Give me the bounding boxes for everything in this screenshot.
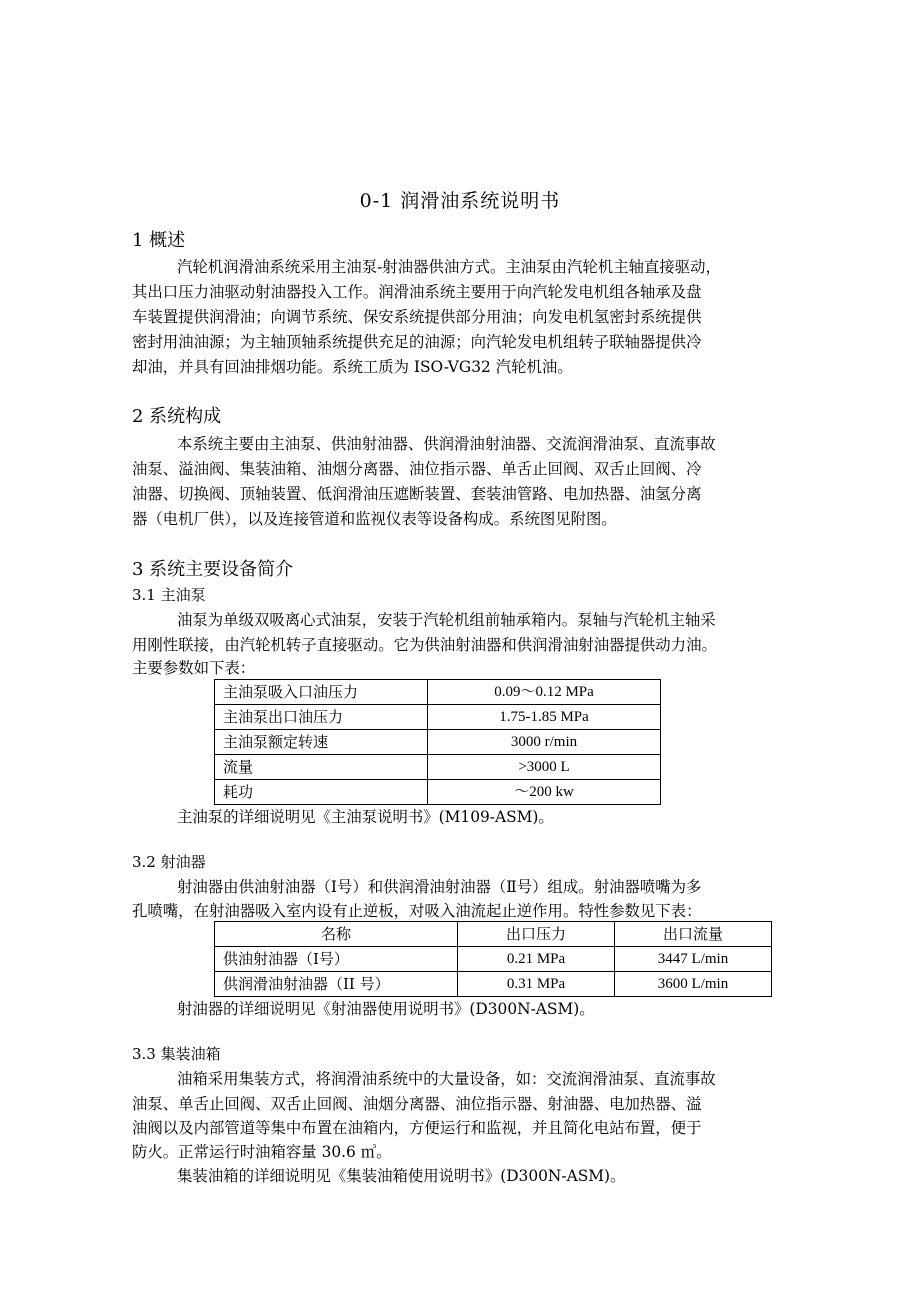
table-row — [215, 755, 661, 780]
reference-note: 集装油箱的详细说明见《集装油箱使用说明书》(D300N-ASM)。 — [177, 1167, 626, 1185]
param-value: 1.75-1.85 MPa — [428, 705, 661, 730]
paragraph-line: 射油器由供油射油器（Ⅰ号）和供润滑油射油器（Ⅱ号）组成。射油器喷嘴为多 — [177, 878, 702, 896]
table-cell: 3600 L/min — [615, 972, 772, 997]
paragraph-line: 孔喷嘴，在射油器吸入室内设有止逆板，对吸入油流起止逆作用。特性参数见下表： — [132, 902, 702, 920]
table-cell: 0.21 MPa — [458, 947, 615, 972]
paragraph-line: 器（电机厂供），以及连接管道和监视仪表等设备构成。系统图见附图。 — [132, 510, 617, 528]
paragraph-line: 油器、切换阀、顶轴装置、低润滑油压遮断装置、套装油管路、电加热器、油氢分离 — [132, 485, 702, 503]
section-2-heading: 2 系统构成 — [132, 406, 222, 427]
section-3-2-heading: 3.2 射油器 — [132, 853, 206, 871]
table-cell: 供润滑油射油器（II 号） — [215, 972, 458, 997]
paragraph-line: 密封用油油源；为主轴顶轴系统提供充足的油源；向汽轮发电机组转子联轴器提供冷 — [132, 333, 702, 351]
param-name: 主油泵出口油压力 — [215, 705, 428, 730]
paragraph-line: 油泵为单级双吸离心式油泵，安装于汽轮机组前轴承箱内。泵轴与汽轮机主轴采 — [177, 611, 716, 629]
table-header-row — [215, 922, 772, 947]
param-value: ～200 kw — [428, 780, 661, 805]
table-row — [215, 780, 661, 805]
table-row — [215, 947, 772, 972]
table-row — [215, 730, 661, 755]
table-row — [215, 680, 661, 705]
section-3-3-heading: 3.3 集装油箱 — [132, 1045, 221, 1063]
main-oil-pump-parameters-table — [214, 679, 661, 805]
table-row — [215, 705, 661, 730]
table-cell: 0.31 MPa — [458, 972, 615, 997]
paragraph-line: 油箱采用集装方式，将润滑油系统中的大量设备，如：交流润滑油泵、直流事故 — [177, 1070, 716, 1088]
paragraph-line: 油泵、溢油阀、集装油箱、油烟分离器、油位指示器、单舌止回阀、双舌止回阀、冷 — [132, 460, 702, 478]
paragraph-line: 油泵、单舌止回阀、双舌止回阀、油烟分离器、油位指示器、射油器、电加热器、溢 — [132, 1095, 702, 1113]
column-header: 名称 — [215, 922, 458, 947]
paragraph-line: 其出口压力油驱动射油器投入工作。润滑油系统主要用于向汽轮发电机组各轴承及盘 — [132, 283, 702, 301]
table-row — [215, 972, 772, 997]
paragraph-line: 车装置提供润滑油；向调节系统、保安系统提供部分用油；向发电机氢密封系统提供 — [132, 308, 702, 326]
param-value: 0.09～0.12 MPa — [428, 680, 661, 705]
ejector-characteristics-table — [214, 921, 772, 997]
table-cell: 供油射油器（Ⅰ号） — [215, 947, 458, 972]
section-1-heading: 1 概述 — [132, 230, 186, 251]
column-header: 出口压力 — [458, 922, 615, 947]
paragraph-line: 主要参数如下表： — [132, 659, 256, 677]
table-cell: 3447 L/min — [615, 947, 772, 972]
paragraph-line: 汽轮机润滑油系统采用主油泵-射油器供油方式。主油泵由汽轮机主轴直接驱动， — [177, 258, 721, 276]
param-name: 主油泵额定转速 — [215, 730, 428, 755]
param-value: 3000 r/min — [428, 730, 661, 755]
paragraph-line: 油阀以及内部管道等集中布置在油箱内，方便运行和监视，并且简化电站布置，便于 — [132, 1119, 702, 1137]
reference-note: 射油器的详细说明见《射油器使用说明书》(D300N-ASM)。 — [177, 1000, 595, 1018]
paragraph-line: 却油，并具有回油排烟功能。系统工质为 ISO-VG32 汽轮机油。 — [132, 358, 573, 376]
paragraph-line: 用刚性联接，由汽轮机转子直接驱动。它为供油射油器和供润滑油射油器提供动力油。 — [132, 636, 717, 654]
section-3-1-heading: 3.1 主油泵 — [132, 586, 206, 604]
column-header: 出口流量 — [615, 922, 772, 947]
param-name: 耗功 — [215, 780, 428, 805]
paragraph-line: 本系统主要由主油泵、供油射油器、供润滑油射油器、交流润滑油泵、直流事故 — [177, 435, 716, 453]
param-value: >3000 L — [428, 755, 661, 780]
section-3-heading: 3 系统主要设备简介 — [132, 559, 294, 580]
document-title: 0-1 润滑油系统说明书 — [359, 190, 561, 212]
param-name: 流量 — [215, 755, 428, 780]
reference-note: 主油泵的详细说明见《主油泵说明书》(M109-ASM)。 — [177, 808, 554, 826]
paragraph-line: 防火。正常运行时油箱容量 30.6 ㎥。 — [132, 1143, 392, 1161]
param-name: 主油泵吸入口油压力 — [215, 680, 428, 705]
